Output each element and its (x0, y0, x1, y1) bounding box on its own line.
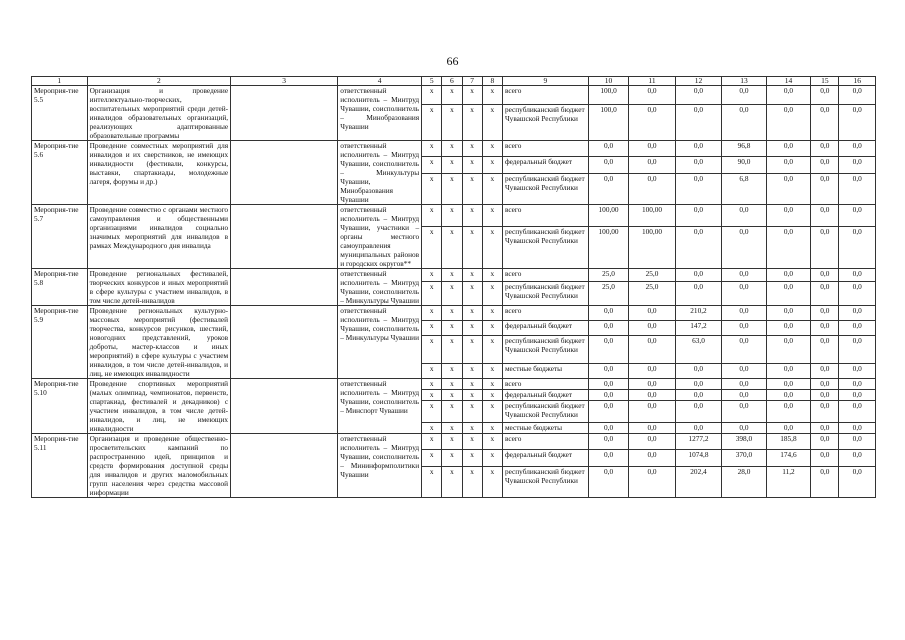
code-cell: x (422, 466, 442, 497)
code-cell: x (462, 434, 482, 450)
code-cell: x (442, 335, 462, 363)
amount-cell: 0,0 (675, 157, 721, 173)
funding-source: федеральный бюджет (502, 157, 588, 173)
code-cell: x (462, 379, 482, 390)
amount-cell: 0,0 (675, 227, 721, 269)
code-cell: x (442, 141, 462, 157)
amount-cell: 0,0 (629, 306, 675, 321)
amount-cell: 0,0 (629, 141, 675, 157)
code-cell: x (482, 157, 502, 173)
amount-cell: 0,0 (722, 379, 766, 390)
column-header: 6 (442, 77, 462, 86)
amount-cell: 0,0 (811, 466, 839, 497)
code-cell: x (442, 227, 462, 269)
code-cell: x (442, 390, 462, 401)
event-description: Проведение региональных культурно-массовых мероприятий (фестивалей творчества, конкурсов рисунков, шествий, новогодних представлений, уроков доброты, мастер-классов и иных мероприятий) в сфере культуры с участием инвалидов, в том числе детей-инвалидов, и лиц, не имеющих инвалидности (87, 306, 231, 379)
code-cell: x (442, 281, 462, 305)
funding-source: республиканский бюджет Чувашской Республики (502, 335, 588, 363)
table-row (32, 434, 876, 450)
amount-cell: 0,0 (722, 390, 766, 401)
amount-cell: 25,0 (588, 281, 628, 305)
amount-cell: 100,0 (588, 104, 628, 140)
amount-cell: 0,0 (839, 269, 876, 282)
program-table (31, 76, 876, 498)
column-header: 2 (87, 77, 231, 86)
amount-cell: 1277,2 (675, 434, 721, 450)
amount-cell: 0,0 (629, 86, 675, 105)
code-cell: x (482, 379, 502, 390)
table-row (32, 141, 876, 157)
column-header: 10 (588, 77, 628, 86)
amount-cell: 0,0 (839, 379, 876, 390)
funding-source: республиканский бюджет Чувашской Республики (502, 281, 588, 305)
funding-source: республиканский бюджет Чувашской Республики (502, 227, 588, 269)
code-cell: x (482, 227, 502, 269)
amount-cell: 0,0 (766, 379, 810, 390)
amount-cell: 0,0 (588, 450, 628, 466)
code-cell: x (442, 104, 462, 140)
event-empty-cell (231, 434, 338, 498)
column-header: 8 (482, 77, 502, 86)
code-cell: x (422, 434, 442, 450)
amount-cell: 0,0 (675, 422, 721, 433)
amount-cell: 0,0 (588, 141, 628, 157)
amount-cell: 0,0 (675, 269, 721, 282)
event-description: Проведение спортивных мероприятий (малых олимпиад, чемпионатов, первенств, спартакиад, фестивалей и декадников) с участием инвалидов, в том числе детей-инвалидов, и лиц, не имеющих инвалидности (87, 379, 231, 434)
code-cell: x (462, 205, 482, 227)
amount-cell: 0,0 (722, 86, 766, 105)
code-cell: x (462, 86, 482, 105)
amount-cell: 0,0 (811, 205, 839, 227)
amount-cell: 0,0 (811, 320, 839, 335)
code-cell: x (422, 157, 442, 173)
code-cell: x (462, 269, 482, 282)
event-empty-cell (231, 205, 338, 269)
amount-cell: 63,0 (675, 335, 721, 363)
amount-cell: 0,0 (811, 269, 839, 282)
event-description: Организация и проведение общественно-просветительских кампаний по распространению идей, принципов и средств формирования доступной среды для инвалидов и других маломобильных групп населения через средства массовой информации (87, 434, 231, 498)
funding-source: республиканский бюджет Чувашской Республики (502, 401, 588, 422)
amount-cell: 0,0 (766, 364, 810, 379)
code-cell: x (462, 141, 482, 157)
code-cell: x (482, 281, 502, 305)
column-header: 15 (811, 77, 839, 86)
code-cell: x (482, 401, 502, 422)
amount-cell: 0,0 (588, 320, 628, 335)
amount-cell: 0,0 (766, 422, 810, 433)
code-cell: x (442, 401, 462, 422)
amount-cell: 0,0 (722, 364, 766, 379)
code-cell: x (462, 364, 482, 379)
column-header: 14 (766, 77, 810, 86)
amount-cell: 0,0 (588, 157, 628, 173)
column-header: 4 (338, 77, 422, 86)
event-id: Мероприя-тие 5.7 (32, 205, 88, 269)
amount-cell: 174,6 (766, 450, 810, 466)
column-header: 11 (629, 77, 675, 86)
code-cell: x (482, 422, 502, 433)
amount-cell: 0,0 (588, 390, 628, 401)
amount-cell: 0,0 (629, 104, 675, 140)
event-responsible: ответственный исполнитель – Минтруд Чувашии, соисполнитель – Мининформполитики Чувашии (338, 434, 422, 498)
amount-cell: 0,0 (722, 335, 766, 363)
code-cell: x (442, 173, 462, 204)
table-row (32, 205, 876, 227)
event-description: Проведение совместных мероприятий для инвалидов и их сверстников, не имеющих инвалидности (фестивали, конкурсы, выставки, спартакиады, молодежные лагеря, форумы и др.) (87, 141, 231, 205)
amount-cell: 0,0 (839, 450, 876, 466)
amount-cell: 0,0 (766, 104, 810, 140)
code-cell: x (482, 141, 502, 157)
amount-cell: 0,0 (766, 173, 810, 204)
funding-source: республиканский бюджет Чувашской Республики (502, 173, 588, 204)
code-cell: x (482, 173, 502, 204)
event-description: Проведение региональных фестивалей, творческих конкурсов и иных мероприятий в сфере культуры с участием инвалидов, в том числе детей-инвалидов (87, 269, 231, 306)
column-header: 13 (722, 77, 766, 86)
amount-cell: 0,0 (675, 173, 721, 204)
amount-cell: 0,0 (629, 157, 675, 173)
code-cell: x (462, 320, 482, 335)
amount-cell: 0,0 (839, 281, 876, 305)
event-empty-cell (231, 269, 338, 306)
funding-source: федеральный бюджет (502, 390, 588, 401)
table-row (32, 86, 876, 105)
code-cell: x (482, 320, 502, 335)
amount-cell: 0,0 (675, 379, 721, 390)
amount-cell: 0,0 (588, 173, 628, 204)
event-responsible: ответственный исполнитель – Минтруд Чувашии, соисполнитель – Минспорт Чувашии (338, 379, 422, 434)
funding-source: федеральный бюджет (502, 450, 588, 466)
amount-cell: 185,8 (766, 434, 810, 450)
code-cell: x (482, 86, 502, 105)
amount-cell: 0,0 (766, 281, 810, 305)
amount-cell: 0,0 (766, 141, 810, 157)
amount-cell: 0,0 (811, 422, 839, 433)
funding-source: всего (502, 205, 588, 227)
amount-cell: 0,0 (629, 466, 675, 497)
column-header: 3 (231, 77, 338, 86)
code-cell: x (422, 379, 442, 390)
code-cell: x (462, 104, 482, 140)
code-cell: x (442, 157, 462, 173)
code-cell: x (422, 422, 442, 433)
code-cell: x (442, 364, 462, 379)
amount-cell: 0,0 (766, 306, 810, 321)
amount-cell: 202,4 (675, 466, 721, 497)
table-row (32, 269, 876, 282)
event-responsible: ответственный исполнитель – Минтруд Чувашии, соисполнитель – Минкультуры Чувашии, Минобразования Чувашии (338, 141, 422, 205)
amount-cell: 0,0 (675, 364, 721, 379)
amount-cell: 0,0 (839, 335, 876, 363)
amount-cell: 0,0 (675, 86, 721, 105)
code-cell: x (442, 379, 462, 390)
column-header: 5 (422, 77, 442, 86)
amount-cell: 0,0 (675, 141, 721, 157)
code-cell: x (462, 466, 482, 497)
code-cell: x (422, 141, 442, 157)
column-header: 16 (839, 77, 876, 86)
code-cell: x (442, 450, 462, 466)
amount-cell: 210,2 (675, 306, 721, 321)
code-cell: x (482, 269, 502, 282)
amount-cell: 0,0 (722, 320, 766, 335)
amount-cell: 0,0 (811, 390, 839, 401)
amount-cell: 370,0 (722, 450, 766, 466)
amount-cell: 0,0 (675, 205, 721, 227)
event-responsible: ответственный исполнитель – Минтруд Чувашии, участники – органы местного самоуправления муниципальных районов и городских округов** (338, 205, 422, 269)
code-cell: x (442, 466, 462, 497)
code-cell: x (462, 401, 482, 422)
code-cell: x (422, 390, 442, 401)
amount-cell: 0,0 (811, 227, 839, 269)
code-cell: x (422, 104, 442, 140)
code-cell: x (482, 466, 502, 497)
event-description: Проведение совместно с органами местного самоуправления и общественными организациями инвалидов социально значимых мероприятий для инвалидов в рамках Международного дня инвалида (87, 205, 231, 269)
amount-cell: 0,0 (722, 205, 766, 227)
funding-source: всего (502, 379, 588, 390)
amount-cell: 0,0 (629, 335, 675, 363)
code-cell: x (442, 320, 462, 335)
amount-cell: 0,0 (588, 434, 628, 450)
amount-cell: 0,0 (839, 157, 876, 173)
code-cell: x (422, 281, 442, 305)
funding-source: федеральный бюджет (502, 320, 588, 335)
event-id: Мероприя-тие 5.8 (32, 269, 88, 306)
amount-cell: 100,0 (588, 86, 628, 105)
amount-cell: 0,0 (722, 281, 766, 305)
code-cell: x (442, 205, 462, 227)
amount-cell: 0,0 (629, 364, 675, 379)
column-number-row (32, 77, 876, 86)
code-cell: x (482, 434, 502, 450)
amount-cell: 0,0 (629, 450, 675, 466)
event-responsible: ответственный исполнитель – Минтруд Чувашии, соисполнитель – Минкультуры Чувашии (338, 306, 422, 379)
amount-cell: 0,0 (811, 173, 839, 204)
amount-cell: 0,0 (629, 422, 675, 433)
event-empty-cell (231, 306, 338, 379)
code-cell: x (462, 157, 482, 173)
amount-cell: 0,0 (811, 401, 839, 422)
amount-cell: 0,0 (722, 306, 766, 321)
amount-cell: 100,00 (629, 205, 675, 227)
event-description: Организация и проведение интеллектуально-творческих, воспитательных мероприятий среди детей-инвалидов образовательных организаций, реализующих адаптированные образовательные программы (87, 86, 231, 141)
event-id: Мероприя-тие 5.9 (32, 306, 88, 379)
amount-cell: 0,0 (722, 104, 766, 140)
amount-cell: 0,0 (629, 434, 675, 450)
amount-cell: 0,0 (588, 466, 628, 497)
amount-cell: 96,8 (722, 141, 766, 157)
event-empty-cell (231, 141, 338, 205)
amount-cell: 0,0 (588, 379, 628, 390)
amount-cell: 0,0 (766, 269, 810, 282)
amount-cell: 0,0 (629, 401, 675, 422)
amount-cell: 0,0 (766, 390, 810, 401)
amount-cell: 0,0 (839, 227, 876, 269)
amount-cell: 0,0 (588, 364, 628, 379)
amount-cell: 0,0 (722, 422, 766, 433)
amount-cell: 25,0 (629, 269, 675, 282)
code-cell: x (482, 104, 502, 140)
event-id: Мероприя-тие 5.10 (32, 379, 88, 434)
code-cell: x (482, 205, 502, 227)
code-cell: x (422, 306, 442, 321)
table-row (32, 379, 876, 390)
amount-cell: 0,0 (766, 157, 810, 173)
amount-cell: 28,0 (722, 466, 766, 497)
amount-cell: 0,0 (629, 173, 675, 204)
amount-cell: 0,0 (588, 422, 628, 433)
code-cell: x (482, 450, 502, 466)
amount-cell: 0,0 (811, 141, 839, 157)
code-cell: x (462, 227, 482, 269)
code-cell: x (422, 269, 442, 282)
amount-cell: 0,0 (675, 281, 721, 305)
amount-cell: 0,0 (839, 306, 876, 321)
amount-cell: 0,0 (588, 335, 628, 363)
amount-cell: 0,0 (629, 390, 675, 401)
amount-cell: 0,0 (839, 390, 876, 401)
funding-source: республиканский бюджет Чувашской Республики (502, 104, 588, 140)
amount-cell: 147,2 (675, 320, 721, 335)
event-empty-cell (231, 379, 338, 434)
amount-cell: 0,0 (675, 104, 721, 140)
amount-cell: 100,00 (588, 205, 628, 227)
amount-cell: 0,0 (629, 320, 675, 335)
code-cell: x (422, 335, 442, 363)
event-responsible: ответственный исполнитель – Минтруд Чувашии, соисполнитель – Минобразования Чувашии (338, 86, 422, 141)
code-cell: x (422, 320, 442, 335)
code-cell: x (422, 173, 442, 204)
amount-cell: 0,0 (811, 306, 839, 321)
amount-cell: 0,0 (839, 434, 876, 450)
amount-cell: 0,0 (766, 205, 810, 227)
amount-cell: 0,0 (839, 205, 876, 227)
funding-source: всего (502, 434, 588, 450)
amount-cell: 0,0 (811, 104, 839, 140)
amount-cell: 0,0 (839, 320, 876, 335)
amount-cell: 0,0 (675, 390, 721, 401)
amount-cell: 0,0 (839, 104, 876, 140)
column-header: 12 (675, 77, 721, 86)
code-cell: x (442, 269, 462, 282)
amount-cell: 0,0 (811, 450, 839, 466)
amount-cell: 0,0 (766, 335, 810, 363)
amount-cell: 11,2 (766, 466, 810, 497)
funding-source: всего (502, 141, 588, 157)
amount-cell: 0,0 (839, 401, 876, 422)
event-id: Мероприя-тие 5.5 (32, 86, 88, 141)
code-cell: x (422, 205, 442, 227)
amount-cell: 0,0 (766, 86, 810, 105)
code-cell: x (462, 281, 482, 305)
amount-cell: 0,0 (839, 141, 876, 157)
funding-source: всего (502, 269, 588, 282)
column-header: 1 (32, 77, 88, 86)
event-id: Мероприя-тие 5.6 (32, 141, 88, 205)
amount-cell: 0,0 (675, 401, 721, 422)
funding-source: местные бюджеты (502, 422, 588, 433)
amount-cell: 0,0 (811, 434, 839, 450)
event-id: Мероприя-тие 5.11 (32, 434, 88, 498)
amount-cell: 90,0 (722, 157, 766, 173)
amount-cell: 0,0 (839, 466, 876, 497)
table-row (32, 306, 876, 321)
amount-cell: 0,0 (839, 86, 876, 105)
amount-cell: 0,0 (811, 157, 839, 173)
funding-source: всего (502, 306, 588, 321)
code-cell: x (462, 390, 482, 401)
code-cell: x (442, 86, 462, 105)
funding-source: местные бюджеты (502, 364, 588, 379)
amount-cell: 398,0 (722, 434, 766, 450)
amount-cell: 0,0 (839, 173, 876, 204)
table-body (32, 86, 876, 498)
amount-cell: 1074,8 (675, 450, 721, 466)
amount-cell: 25,0 (588, 269, 628, 282)
amount-cell: 0,0 (811, 281, 839, 305)
amount-cell: 0,0 (588, 401, 628, 422)
amount-cell: 6,8 (722, 173, 766, 204)
code-cell: x (482, 306, 502, 321)
code-cell: x (422, 86, 442, 105)
column-header: 7 (462, 77, 482, 86)
code-cell: x (442, 306, 462, 321)
code-cell: x (482, 364, 502, 379)
amount-cell: 0,0 (722, 227, 766, 269)
amount-cell: 0,0 (839, 364, 876, 379)
code-cell: x (462, 335, 482, 363)
event-responsible: ответственный исполнитель – Минтруд Чувашии, соисполнитель – Минкультуры Чувашии (338, 269, 422, 306)
code-cell: x (482, 390, 502, 401)
code-cell: x (442, 434, 462, 450)
amount-cell: 0,0 (766, 401, 810, 422)
funding-source: республиканский бюджет Чувашской Республики (502, 466, 588, 497)
funding-source: всего (502, 86, 588, 105)
amount-cell: 0,0 (766, 320, 810, 335)
column-header: 9 (502, 77, 588, 86)
code-cell: x (422, 364, 442, 379)
amount-cell: 100,00 (629, 227, 675, 269)
page-number: 66 (446, 54, 459, 68)
amount-cell: 0,0 (839, 422, 876, 433)
amount-cell: 0,0 (811, 335, 839, 363)
amount-cell: 0,0 (811, 379, 839, 390)
event-empty-cell (231, 86, 338, 141)
code-cell: x (462, 306, 482, 321)
amount-cell: 0,0 (722, 269, 766, 282)
code-cell: x (462, 450, 482, 466)
code-cell: x (422, 450, 442, 466)
code-cell: x (422, 227, 442, 269)
code-cell: x (462, 173, 482, 204)
code-cell: x (482, 335, 502, 363)
amount-cell: 0,0 (811, 86, 839, 105)
amount-cell: 25,0 (629, 281, 675, 305)
amount-cell: 0,0 (722, 401, 766, 422)
amount-cell: 0,0 (811, 364, 839, 379)
amount-cell: 0,0 (766, 227, 810, 269)
amount-cell: 0,0 (588, 306, 628, 321)
code-cell: x (462, 422, 482, 433)
amount-cell: 0,0 (629, 379, 675, 390)
code-cell: x (442, 422, 462, 433)
code-cell: x (422, 401, 442, 422)
amount-cell: 100,00 (588, 227, 628, 269)
